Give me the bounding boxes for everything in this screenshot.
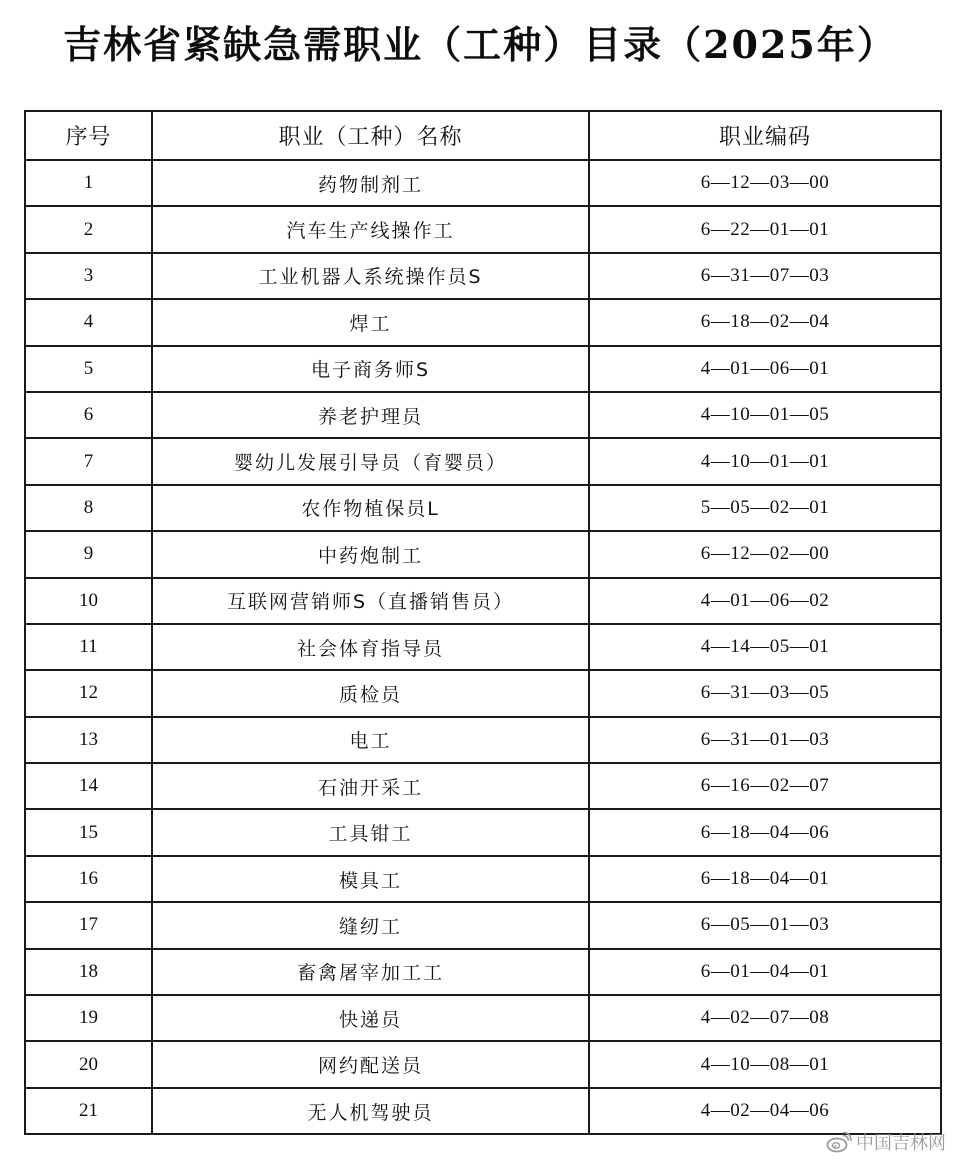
row-occupation-name: 婴幼儿发展引导员（育婴员） — [152, 438, 589, 484]
table-row — [25, 299, 941, 345]
row-seq: 7 — [25, 438, 152, 484]
row-occupation-code: 4—01—06—01 — [589, 346, 941, 392]
table-row — [25, 160, 941, 206]
row-occupation-code: 6—18—04—06 — [589, 809, 941, 855]
header-name: 职业（工种）名称 — [152, 111, 589, 160]
row-occupation-code: 6—31—07—03 — [589, 253, 941, 299]
row-seq: 6 — [25, 392, 152, 438]
row-occupation-name: 畜禽屠宰加工工 — [152, 949, 589, 995]
row-occupation-code: 6—12—03—00 — [589, 160, 941, 206]
header-code: 职业编码 — [589, 111, 941, 160]
table-row — [25, 206, 941, 252]
table-row — [25, 624, 941, 670]
table-row — [25, 809, 941, 855]
row-occupation-name: 电子商务师S — [152, 346, 589, 392]
table-row — [25, 949, 941, 995]
table-row — [25, 1041, 941, 1087]
table-row — [25, 763, 941, 809]
row-occupation-code: 6—22—01—01 — [589, 206, 941, 252]
table-row — [25, 531, 941, 577]
row-occupation-name: 互联网营销师S（直播销售员） — [152, 578, 589, 624]
row-seq: 14 — [25, 763, 152, 809]
row-seq: 13 — [25, 717, 152, 763]
row-occupation-code: 6—01—04—01 — [589, 949, 941, 995]
row-seq: 12 — [25, 670, 152, 716]
row-seq: 17 — [25, 902, 152, 948]
row-occupation-name: 汽车生产线操作工 — [152, 206, 589, 252]
row-seq: 19 — [25, 995, 152, 1041]
row-seq: 18 — [25, 949, 152, 995]
row-occupation-name: 质检员 — [152, 670, 589, 716]
table-row — [25, 253, 941, 299]
row-occupation-name: 工具钳工 — [152, 809, 589, 855]
row-occupation-code: 6—16—02—07 — [589, 763, 941, 809]
row-occupation-name: 模具工 — [152, 856, 589, 902]
row-occupation-name: 网约配送员 — [152, 1041, 589, 1087]
occupation-catalog-table — [24, 110, 942, 1135]
row-occupation-code: 5—05—02—01 — [589, 485, 941, 531]
row-seq: 8 — [25, 485, 152, 531]
row-occupation-code: 4—10—08—01 — [589, 1041, 941, 1087]
document-title: 吉林省紧缺急需职业（工种）目录（2025年） — [63, 22, 897, 67]
row-occupation-code: 4—10—01—05 — [589, 392, 941, 438]
watermark-text: 中国吉林网 — [856, 1133, 946, 1154]
row-occupation-name: 焊工 — [152, 299, 589, 345]
watermark — [826, 1129, 946, 1155]
row-seq: 11 — [25, 624, 152, 670]
row-occupation-code: 4—01—06—02 — [589, 578, 941, 624]
table-row — [25, 392, 941, 438]
table-row — [25, 670, 941, 716]
row-seq: 2 — [25, 206, 152, 252]
table-row — [25, 346, 941, 392]
row-seq: 20 — [25, 1041, 152, 1087]
weibo-icon — [826, 1131, 852, 1153]
row-occupation-code: 4—14—05—01 — [589, 624, 941, 670]
table-body — [25, 160, 941, 1134]
row-occupation-code: 6—31—01—03 — [589, 717, 941, 763]
row-occupation-name: 缝纫工 — [152, 902, 589, 948]
table-row — [25, 485, 941, 531]
table-header-row — [25, 111, 941, 160]
table-row — [25, 1088, 941, 1134]
row-occupation-code: 6—18—02—04 — [589, 299, 941, 345]
row-occupation-name: 石油开采工 — [152, 763, 589, 809]
table-row — [25, 717, 941, 763]
row-occupation-code: 4—02—04—06 — [589, 1088, 941, 1134]
row-occupation-name: 电工 — [152, 717, 589, 763]
row-seq: 15 — [25, 809, 152, 855]
row-occupation-code: 6—31—03—05 — [589, 670, 941, 716]
row-occupation-name: 工业机器人系统操作员S — [152, 253, 589, 299]
row-seq: 5 — [25, 346, 152, 392]
table-row — [25, 578, 941, 624]
row-occupation-name: 药物制剂工 — [152, 160, 589, 206]
row-occupation-name: 中药炮制工 — [152, 531, 589, 577]
row-seq: 21 — [25, 1088, 152, 1134]
row-occupation-name: 社会体育指导员 — [152, 624, 589, 670]
table-row — [25, 438, 941, 484]
row-seq: 3 — [25, 253, 152, 299]
row-occupation-code: 6—12—02—00 — [589, 531, 941, 577]
row-seq: 16 — [25, 856, 152, 902]
table-row — [25, 856, 941, 902]
row-occupation-code: 4—10—01—01 — [589, 438, 941, 484]
row-occupation-code: 6—05—01—03 — [589, 902, 941, 948]
row-seq: 1 — [25, 160, 152, 206]
header-seq: 序号 — [25, 111, 152, 160]
row-occupation-name: 农作物植保员L — [152, 485, 589, 531]
table-row — [25, 995, 941, 1041]
row-seq: 9 — [25, 531, 152, 577]
row-occupation-code: 4—02—07—08 — [589, 995, 941, 1041]
row-seq: 10 — [25, 578, 152, 624]
row-occupation-name: 养老护理员 — [152, 392, 589, 438]
row-occupation-code: 6—18—04—01 — [589, 856, 941, 902]
row-occupation-name: 快递员 — [152, 995, 589, 1041]
row-occupation-name: 无人机驾驶员 — [152, 1088, 589, 1134]
row-seq: 4 — [25, 299, 152, 345]
table-row — [25, 902, 941, 948]
